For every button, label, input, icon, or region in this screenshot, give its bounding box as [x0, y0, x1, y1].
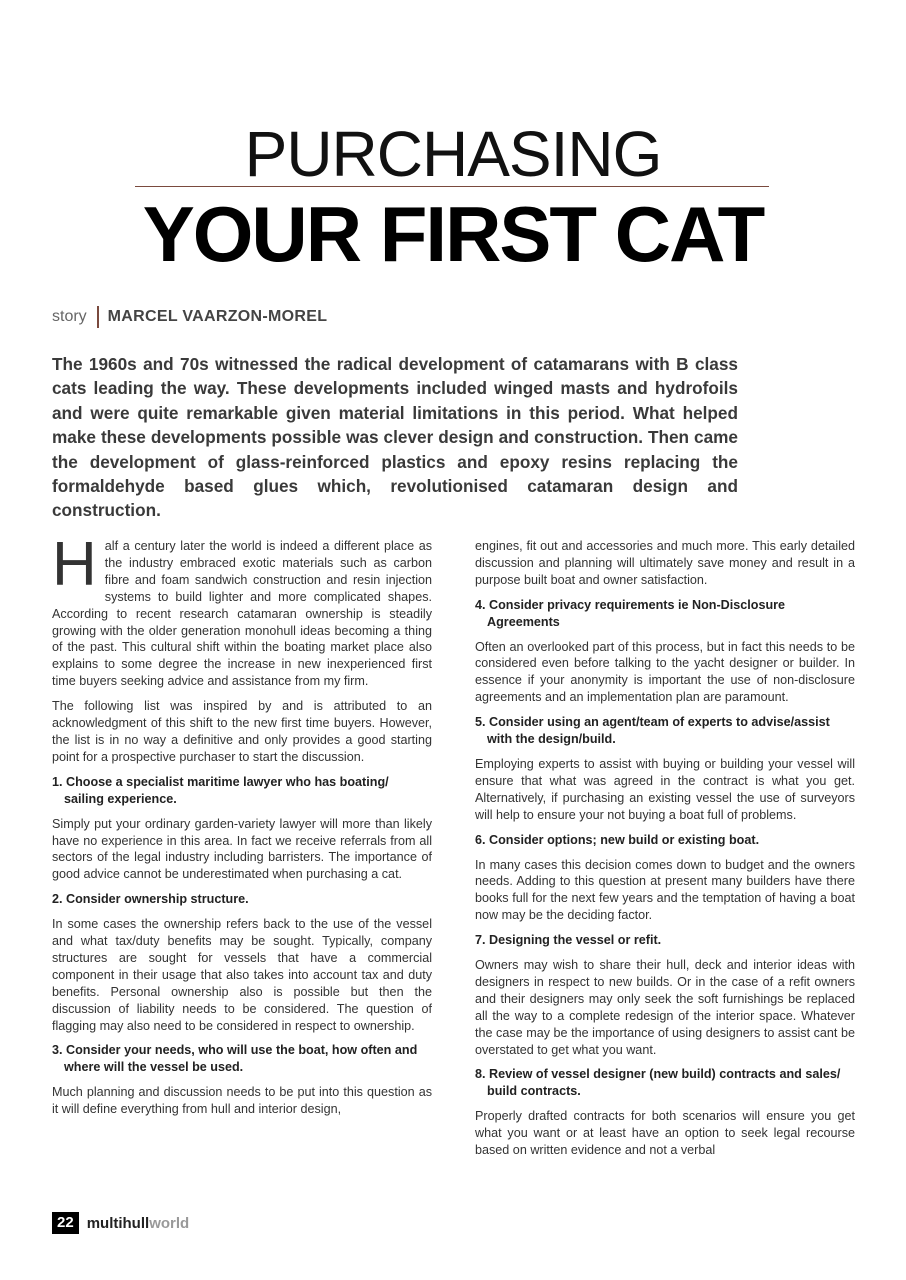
paragraph-3: Simply put your ordinary garden-variety lawyer will more than likely have no experience in this area. In fact we receive referrals from all sectors of the legal industry including barristers. The importance of good advice cannot be underestimated when purchasing a cat.: [52, 816, 432, 882]
heading-1: 1. Choose a specialist maritime lawyer who has boating/ sailing experience.: [52, 774, 389, 806]
headline-line2: YOUR FIRST CAT: [142, 190, 764, 278]
byline-author: MARCEL VAARZON-MOREL: [107, 308, 328, 325]
paragraph-7: Often an overlooked part of this process, but in fact this needs to be considered even before talking to the yacht designer or builder. In essence if your anonymity is important the use of non-disclosure agreements and an implementation plan are paramount.: [475, 639, 855, 705]
heading-3: 3. Consider your needs, who will use the boat, how often and where will the vessel be used.: [52, 1043, 418, 1075]
page-number: 22: [52, 1212, 79, 1234]
paragraph-1: [52, 538, 432, 690]
paragraph-4: In some cases the ownership refers back to the use of the vessel and what tax/duty benefits may be sought. Typically, company structures are sought for vessels that have a commercial component in their usage that also takes into account tax and duty benefits. Personal ownership also is possible but then the discussion of liability needs to be considered. The question of flagging may also need to be considered in respect to ownership.: [52, 917, 432, 1033]
magazine-brand: [87, 1215, 190, 1232]
heading-6: 6. Consider options; new build or existing boat.: [475, 832, 760, 847]
headline-divider: [135, 186, 769, 187]
heading-2: 2. Consider ownership structure.: [52, 892, 249, 907]
column-right: [475, 538, 855, 1200]
paragraph-10: Owners may wish to share their hull, deck and interior ideas with designers in respect to new builds. Or in the case of a refit owners and their designers may only seek the soft furnishings be replaced all the way to a complete redesign of the interior space. Whatever the case may be the importance of using designers to assist cant be overstated to get what you want.: [475, 958, 855, 1057]
headline-line1: PURCHASING: [244, 118, 662, 190]
heading-7: 7. Designing the vessel or refit.: [475, 933, 662, 948]
paragraph-6: engines, fit out and accessories and much more. This early detailed discussion and planning will ultimately save money and result in a purpose built boat and owner satisfaction.: [475, 539, 855, 587]
byline-separator: [97, 306, 99, 328]
column-left: [52, 538, 432, 1200]
byline: [52, 306, 327, 328]
heading-4: 4. Consider privacy requirements ie Non-Disclosure Agreements: [475, 597, 786, 629]
brand-part1: multihull: [86, 1214, 150, 1232]
byline-label: story: [52, 308, 87, 325]
heading-5: 5. Consider using an agent/team of experts to advise/assist with the design/build.: [475, 715, 830, 747]
paragraph-1-text: alf a century later the world is indeed a different place as the industry embraced exotic materials such as carbon fibre and foam sandwich construction and resin injection systems to build lighter and more complicated shapes. According to recent research catamaran ownership is steadily growing with the older generation monohull ideas becoming a thing of the past. This cultural shift within the boating market place also explains to some degree the increase in new inexperienced first time buyers seeking advice and assistance from my firm.: [52, 539, 432, 689]
page-footer: [52, 1212, 189, 1234]
paragraph-11: Properly drafted contracts for both scenarios will ensure you get what you want or at least have an option to seek legal recourse based on written evidence and not a verbal: [475, 1109, 855, 1158]
paragraph-9: In many cases this decision comes down to budget and the owners needs. Adding to this question at present many builders have there books full for the next few years and the temptation of having a boat now may be the deciding factor.: [475, 857, 855, 923]
brand-part2: world: [149, 1214, 190, 1232]
paragraph-2: The following list was inspired by and is attributed to an acknowledgment of this shift to the new first time buyers. However, the list is in no way a definitive and only provides a good starting point for a prospective purchaser to start the discussion.: [52, 699, 432, 764]
heading-8: 8. Review of vessel designer (new build) contracts and sales/ build contracts.: [475, 1067, 841, 1099]
drop-cap: H: [52, 538, 97, 599]
intro-paragraph: The 1960s and 70s witnessed the radical development of catamarans with B class cats leading the way. These developments included winged masts and hydrofoils and were quite remarkable given material limitations in this period. What helped make these developments possible was clever design and construction. Then came the development of glass-reinforced plastics and epoxy resins replacing the formaldehyde based glues which, revolutionised catamaran design and construction.: [52, 354, 738, 521]
paragraph-8: Employing experts to assist with buying or building your vessel will ensure that what was agreed in the contract is what you get. Alternatively, if purchasing an existing vessel the use of surveyors will help to ensure your not buying a boat full of problems.: [475, 756, 855, 822]
paragraph-5: Much planning and discussion needs to be put into this question as it will define everything from hull and interior design,: [52, 1085, 432, 1117]
